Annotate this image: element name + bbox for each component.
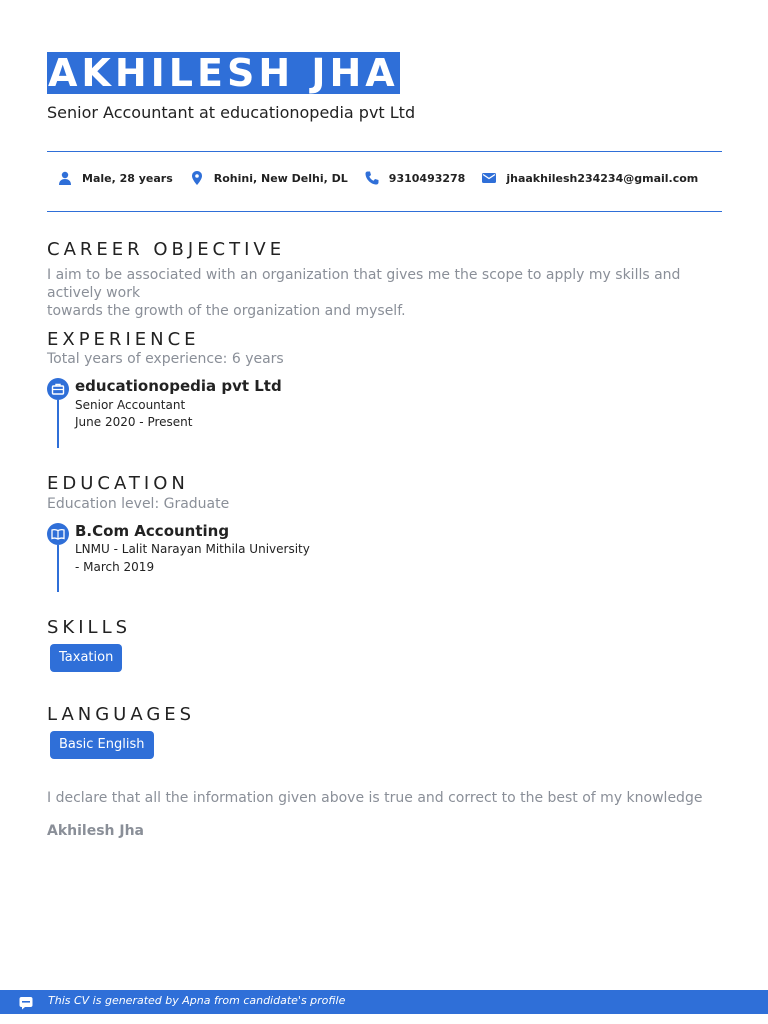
footer-text: This CV is generated by Apna from candidate's profile — [48, 994, 346, 1007]
gender-age-text: Male, 28 years — [82, 171, 173, 185]
divider-top — [47, 151, 722, 152]
career-objective-title: CAREER OBJECTIVE — [47, 239, 286, 260]
experience-period: June 2020 - Present — [75, 415, 193, 429]
education-date: - March 2019 — [75, 560, 155, 574]
experience-title: EXPERIENCE — [47, 329, 200, 350]
phone-icon — [364, 170, 380, 186]
divider-bottom — [47, 211, 722, 212]
candidate-headline: Senior Accountant at educationopedia pvt Ltd — [47, 103, 416, 122]
contact-gender-age — [57, 170, 173, 186]
person-icon — [57, 170, 73, 186]
location-text: Rohini, New Delhi, DL — [213, 171, 348, 185]
contact-location — [189, 170, 348, 186]
location-icon — [189, 170, 205, 186]
candidate-name: AKHILESH JHA — [48, 51, 399, 95]
apna-logo-icon — [19, 995, 33, 1009]
email-text: jhaakhilesh234234@gmail.com — [506, 171, 699, 185]
signature-name: Akhilesh Jha — [47, 823, 145, 839]
career-objective-line-1: I aim to be associated with an organization that gives me the scope to apply my skills and actively work — [47, 267, 681, 301]
career-objective-text — [47, 266, 707, 320]
skills-title: SKILLS — [47, 617, 132, 638]
phone-text: 9310493278 — [388, 171, 466, 185]
experience-summary: Total years of experience: 6 years — [47, 351, 284, 367]
briefcase-icon — [47, 378, 69, 400]
contact-phone[interactable] — [364, 170, 466, 186]
mail-icon — [481, 170, 497, 186]
languages-title: LANGUAGES — [47, 704, 196, 725]
education-degree: B.Com Accounting — [75, 522, 230, 540]
language-chip: Basic English — [50, 731, 154, 759]
experience-role: Senior Accountant — [75, 398, 186, 412]
education-institute: LNMU - Lalit Narayan Mithila University — [75, 542, 310, 556]
footer-bar — [0, 990, 768, 1014]
skill-chip: Taxation — [50, 644, 122, 672]
book-icon — [47, 523, 69, 545]
education-summary: Education level: Graduate — [47, 496, 230, 512]
education-title: EDUCATION — [47, 473, 189, 494]
declaration-text: I declare that all the information given above is true and correct to the best of my knowledge — [47, 790, 703, 806]
experience-timeline-line — [57, 400, 59, 448]
contact-bar — [57, 168, 714, 188]
contact-email[interactable] — [481, 170, 698, 186]
education-timeline-line — [57, 545, 59, 592]
career-objective-line-2: towards the growth of the organization and myself. — [47, 303, 406, 319]
experience-company: educationopedia pvt Ltd — [75, 377, 282, 395]
